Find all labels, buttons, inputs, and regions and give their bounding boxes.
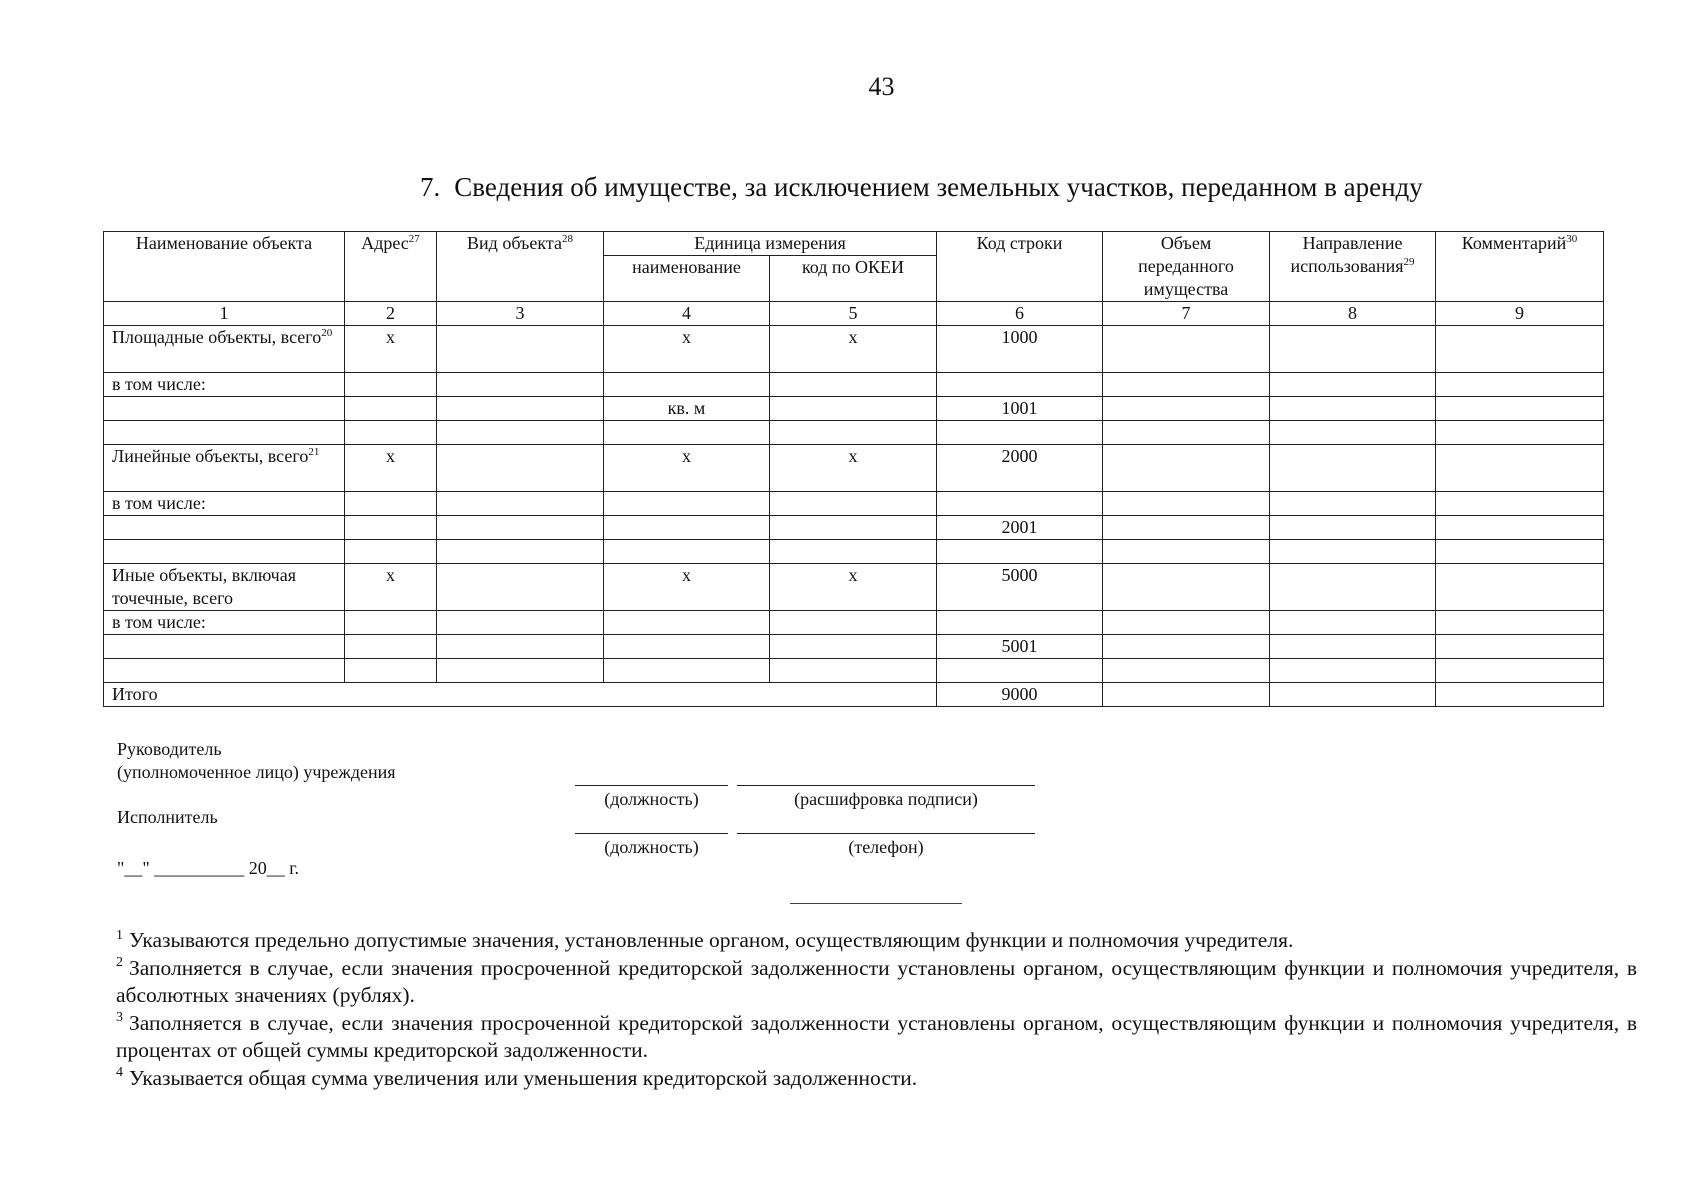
table-row	[104, 540, 1604, 564]
cell	[1103, 421, 1270, 445]
footnote-ref: 21	[308, 446, 320, 458]
cell	[345, 540, 437, 564]
cell-direction	[1270, 445, 1436, 492]
cell	[604, 540, 770, 564]
cell	[104, 540, 345, 564]
footnote-ref: 30	[1566, 233, 1578, 245]
footnote-ref: 29	[1403, 256, 1415, 268]
col-header-address: Адрес$^{27}$	[345, 232, 437, 302]
cell-unit-name	[604, 635, 770, 659]
column-number: 7	[1103, 302, 1270, 326]
cell-type	[437, 445, 604, 492]
table-row	[104, 492, 1604, 516]
cell	[1103, 492, 1270, 516]
cell	[345, 373, 437, 397]
column-number: 2	[345, 302, 437, 326]
cell-unit-name	[604, 516, 770, 540]
cell	[104, 397, 345, 421]
col-header-name: Наименование объекта	[104, 232, 345, 302]
cell	[1270, 635, 1436, 659]
cell-unit-name: х	[604, 326, 770, 373]
section-title-text: Сведения об имуществе, за исключением земельных участков, переданном в аренду	[454, 172, 1423, 202]
cell	[437, 540, 604, 564]
cell-row-code: 5000	[937, 564, 1103, 611]
cell	[104, 516, 345, 540]
total-row	[104, 683, 1604, 707]
cell-direction	[1270, 326, 1436, 373]
col-header-unit-name: наименование	[604, 256, 770, 302]
table-row	[104, 326, 1604, 373]
cell-unit-name: х	[604, 564, 770, 611]
cell	[1103, 611, 1270, 635]
cell	[770, 397, 937, 421]
row-label: в том числе:	[104, 611, 345, 635]
footnote-mark: 4	[116, 1065, 123, 1081]
cell	[770, 373, 937, 397]
cell	[1436, 659, 1604, 683]
column-number: 4	[604, 302, 770, 326]
footnote-mark: 1	[116, 927, 123, 943]
row-label: Площадные объекты, всего$^{20}$	[104, 326, 345, 373]
cell	[1436, 492, 1604, 516]
footnote-mark: 2	[116, 955, 123, 971]
head-decode-line	[737, 785, 1035, 786]
cell-okei: х	[770, 326, 937, 373]
table-row	[104, 445, 1604, 492]
cell-volume	[1103, 564, 1270, 611]
cell	[1270, 492, 1436, 516]
col-header-type: Вид объекта$^{28}$	[437, 232, 604, 302]
cell	[437, 659, 604, 683]
table-row	[104, 659, 1604, 683]
cell	[1103, 635, 1270, 659]
cell	[1436, 611, 1604, 635]
table-row	[104, 564, 1604, 611]
cell	[345, 516, 437, 540]
cell	[937, 540, 1103, 564]
cell	[1103, 540, 1270, 564]
footnote-text: Указывается общая сумма увеличения или уменьшения кредиторской задолженности.	[129, 1065, 918, 1090]
cell	[345, 421, 437, 445]
cell-unit-name: кв. м	[604, 397, 770, 421]
column-number: 8	[1270, 302, 1436, 326]
cell	[1436, 421, 1604, 445]
cell	[1103, 659, 1270, 683]
col-header-unit: Единица измерения	[604, 232, 937, 256]
total-row-code: 9000	[937, 683, 1103, 707]
footnotes	[116, 927, 1637, 1092]
head-label: Руководитель	[117, 739, 222, 759]
cell	[1270, 373, 1436, 397]
table-row	[104, 611, 1604, 635]
table-row	[104, 397, 1604, 421]
cell	[604, 659, 770, 683]
footnote-text: Заполняется в случае, если значения просроченной кредиторской задолженности установлены органом, осуществляющим функции и полномочия учредителя, в абсолютных значениях (рублях).	[116, 955, 1637, 1007]
cell	[1103, 516, 1270, 540]
row-label: Иные объекты, включая точечные, всего	[104, 564, 345, 611]
cell-type	[437, 564, 604, 611]
cell-okei: х	[770, 564, 937, 611]
cell	[437, 635, 604, 659]
column-numbers-row	[104, 302, 1604, 326]
cell-comment	[1436, 564, 1604, 611]
cell	[104, 635, 345, 659]
cell	[1270, 659, 1436, 683]
cell	[604, 611, 770, 635]
cell	[1436, 397, 1604, 421]
head-position-caption: (должность)	[604, 789, 699, 809]
cell	[937, 611, 1103, 635]
column-number: 6	[937, 302, 1103, 326]
cell	[1270, 683, 1436, 707]
cell-volume	[1103, 326, 1270, 373]
head-position-line	[575, 785, 728, 786]
cell	[1436, 635, 1604, 659]
total-label: Итого	[104, 683, 937, 707]
cell	[770, 516, 937, 540]
cell	[770, 421, 937, 445]
cell	[937, 421, 1103, 445]
table-row	[104, 635, 1604, 659]
section-number: 7.	[420, 172, 441, 202]
head-decode-caption: (расшифровка подписи)	[794, 789, 978, 809]
footnote	[116, 1065, 1637, 1093]
row-label: в том числе:	[104, 492, 345, 516]
cell-type	[437, 326, 604, 373]
cell	[437, 611, 604, 635]
executor-phone-caption: (телефон)	[848, 837, 924, 857]
cell	[437, 492, 604, 516]
cell-comment	[1436, 445, 1604, 492]
footnote	[116, 955, 1637, 1010]
cell	[770, 635, 937, 659]
footnote	[116, 927, 1637, 955]
cell	[1270, 397, 1436, 421]
cell	[345, 659, 437, 683]
cell	[937, 659, 1103, 683]
cell-address: х	[345, 326, 437, 373]
property-lease-table	[103, 231, 1604, 707]
cell	[604, 492, 770, 516]
cell	[437, 397, 604, 421]
cell-row-code: 1000	[937, 326, 1103, 373]
cell	[1103, 373, 1270, 397]
column-number: 5	[770, 302, 937, 326]
cell	[345, 635, 437, 659]
executor-position-line	[575, 833, 728, 834]
cell-row-code: 2001	[937, 516, 1103, 540]
cell-volume	[1103, 445, 1270, 492]
footnote-ref: 20	[321, 327, 333, 339]
table-row	[104, 516, 1604, 540]
col-header-unit-okei: код по ОКЕИ	[770, 256, 937, 302]
cell-address: х	[345, 445, 437, 492]
cell	[770, 540, 937, 564]
cell	[1436, 683, 1604, 707]
cell	[437, 516, 604, 540]
cell	[104, 659, 345, 683]
cell	[345, 397, 437, 421]
cell	[1436, 373, 1604, 397]
cell	[345, 611, 437, 635]
row-label: Линейные объекты, всего$^{21}$	[104, 445, 345, 492]
cell	[1103, 683, 1270, 707]
footnote	[116, 1010, 1637, 1065]
cell	[604, 421, 770, 445]
page-number: 43	[868, 72, 895, 101]
executor-phone-line	[737, 833, 1035, 834]
cell	[770, 659, 937, 683]
date-field: "__" __________ 20__ г.	[117, 858, 300, 878]
footnote-ref: 28	[561, 233, 573, 245]
cell	[604, 373, 770, 397]
col-header-row-code: Код строки	[937, 232, 1103, 302]
cell-direction	[1270, 564, 1436, 611]
head-label-authorized: (уполномоченное лицо) учреждения	[117, 762, 396, 782]
cell	[937, 492, 1103, 516]
section-title	[420, 172, 1423, 203]
cell-row-code: 2000	[937, 445, 1103, 492]
cell	[1436, 540, 1604, 564]
cell	[1270, 516, 1436, 540]
cell	[770, 492, 937, 516]
cell-comment	[1436, 326, 1604, 373]
executor-label: Исполнитель	[117, 807, 218, 827]
footnote-mark: 3	[116, 1010, 123, 1026]
cell-row-code: 1001	[937, 397, 1103, 421]
cell	[104, 421, 345, 445]
col-header-comment: Комментарий$^{30}$	[1436, 232, 1604, 302]
footnote-text: Указываются предельно допустимые значения, установленные органом, осуществляющим функции и полномочия учредителя.	[129, 928, 1294, 952]
cell	[345, 492, 437, 516]
table-row	[104, 421, 1604, 445]
cell	[1270, 611, 1436, 635]
header-row	[104, 232, 1604, 256]
column-number: 1	[104, 302, 345, 326]
col-header-direction: Направление использования$^{29}$	[1270, 232, 1436, 302]
cell	[937, 373, 1103, 397]
cell	[770, 611, 937, 635]
cell-row-code: 5001	[937, 635, 1103, 659]
cell	[1270, 421, 1436, 445]
cell-okei: х	[770, 445, 937, 492]
row-label: в том числе:	[104, 373, 345, 397]
table-row	[104, 373, 1604, 397]
column-number: 9	[1436, 302, 1604, 326]
footnote-separator	[790, 903, 962, 904]
cell	[1436, 516, 1604, 540]
col-header-volume: Объем переданного имущества	[1103, 232, 1270, 302]
signature-labels	[117, 738, 396, 829]
cell-address: х	[345, 564, 437, 611]
cell	[437, 373, 604, 397]
footnote-text: Заполняется в случае, если значения просроченной кредиторской задолженности установлены органом, осуществляющим функции и полномочия учредителя, в процентах от общей суммы кредиторской задолженности.	[116, 1010, 1637, 1062]
cell	[1103, 397, 1270, 421]
cell	[1270, 540, 1436, 564]
cell-unit-name: х	[604, 445, 770, 492]
cell	[437, 421, 604, 445]
footnote-ref: 27	[408, 233, 420, 245]
column-number: 3	[437, 302, 604, 326]
executor-position-caption: (должность)	[604, 837, 699, 857]
